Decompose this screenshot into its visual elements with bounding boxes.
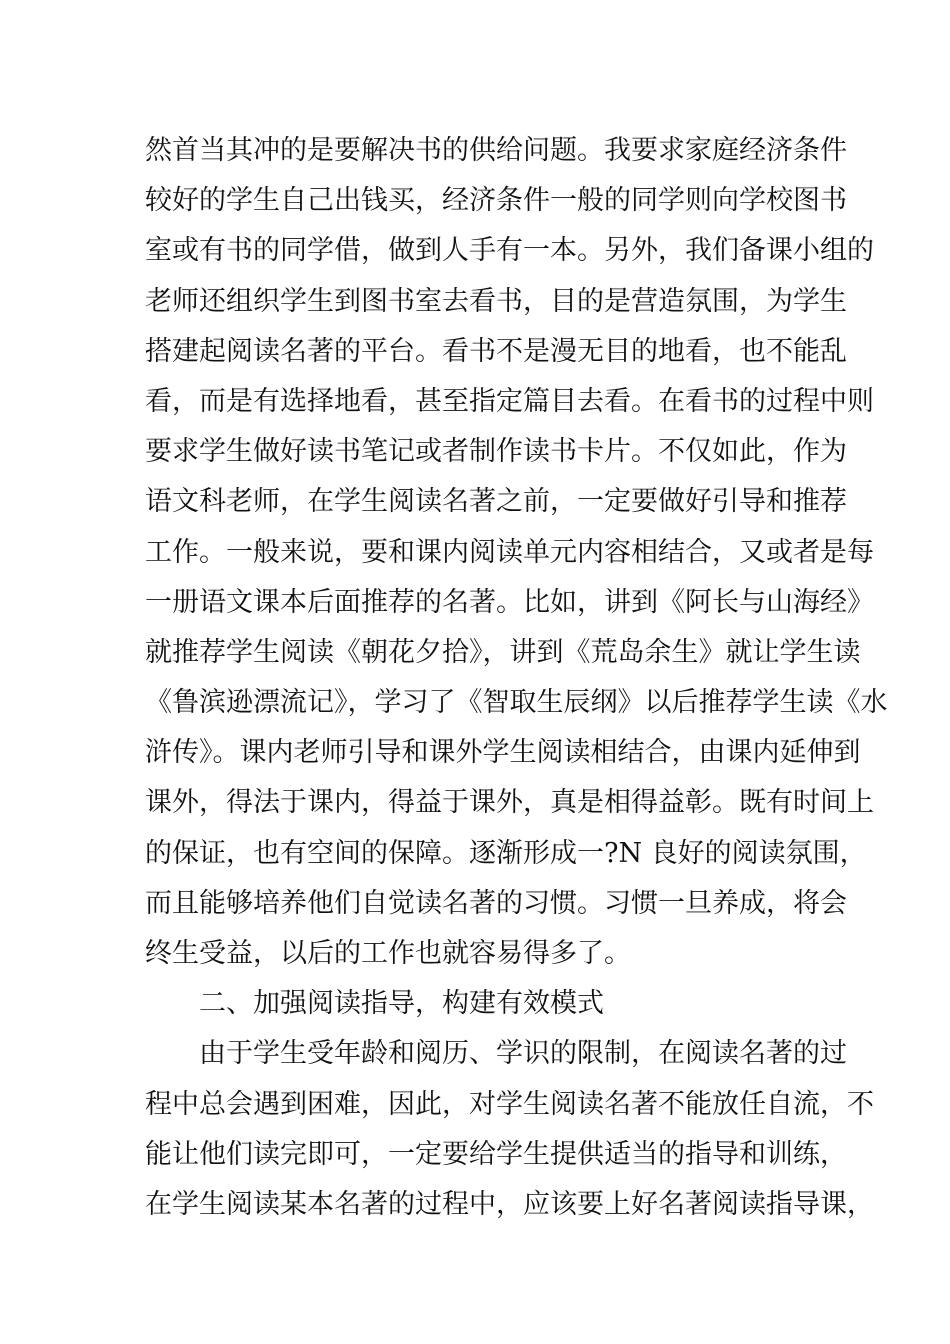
text-line: 程中总会遇到困难，因此，对学生阅读名著不能放任自流，不 (145, 1088, 874, 1120)
text-line: 而且能够培养他们自觉读名著的习惯。习惯一旦养成，将会 (145, 887, 847, 919)
text-line: 课外，得法于课内，得益于课外，真是相得益彰。既有时间上 (145, 787, 874, 819)
text-line: 能让他们读完即可，一定要给学生提供适当的指导和训练， (145, 1138, 847, 1170)
text-line: 就推荐学生阅读《朝花夕拾》，讲到《荒岛余生》就让学生读 (145, 636, 861, 668)
text-line: 语文科老师，在学生阅读名著之前，一定要做好引导和推荐 (145, 486, 847, 518)
text-line: 搭建起阅读名著的平台。看书不是漫无目的地看，也不能乱 (145, 335, 847, 367)
text-line: 由于学生受年龄和阅历、学识的限制，在阅读名著的过 (199, 1038, 847, 1070)
text-line: 较好的学生自己出钱买，经济条件一般的同学则向学校图书 (145, 185, 847, 217)
text-line: 要求学生做好读书笔记或者制作读书卡片。不仅如此，作为 (145, 436, 847, 468)
text-line: 终生受益，以后的工作也就容易得多了。 (145, 938, 631, 969)
body-text (145, 126, 888, 1230)
text-line: 老师还组织学生到图书室去看书，目的是营造氛围，为学生 (145, 285, 847, 317)
text-line: 一册语文课本后面推荐的名著。比如，讲到《阿长与山海经》 (145, 586, 874, 618)
text-line: 的保证，也有空间的保障。逐渐形成一?N 良好的阅读氛围， (145, 837, 867, 869)
text-line: 工作。一般来说，要和课内阅读单元内容相结合，又或者是每 (145, 536, 874, 568)
text-line: 在学生阅读某本名著的过程中，应该要上好名著阅读指导课， (145, 1188, 874, 1220)
text-line: 《鲁滨逊漂流记》，学习了《智取生辰纲》以后推荐学生读《水 (145, 687, 888, 719)
text-line: 浒传》。课内老师引导和课外学生阅读相结合，由课内延伸到 (145, 737, 861, 769)
text-line: 看，而是有选择地看，甚至指定篇目去看。在看书的过程中则 (145, 385, 874, 417)
section-heading: 二、加强阅读指导，构建有效模式 (199, 988, 604, 1020)
text-line: 然首当其冲的是要解决书的供给问题。我要求家庭经济条件 (145, 135, 847, 166)
text-line: 室或有书的同学借，做到人手有一本。另外，我们备课小组的 (145, 235, 874, 267)
